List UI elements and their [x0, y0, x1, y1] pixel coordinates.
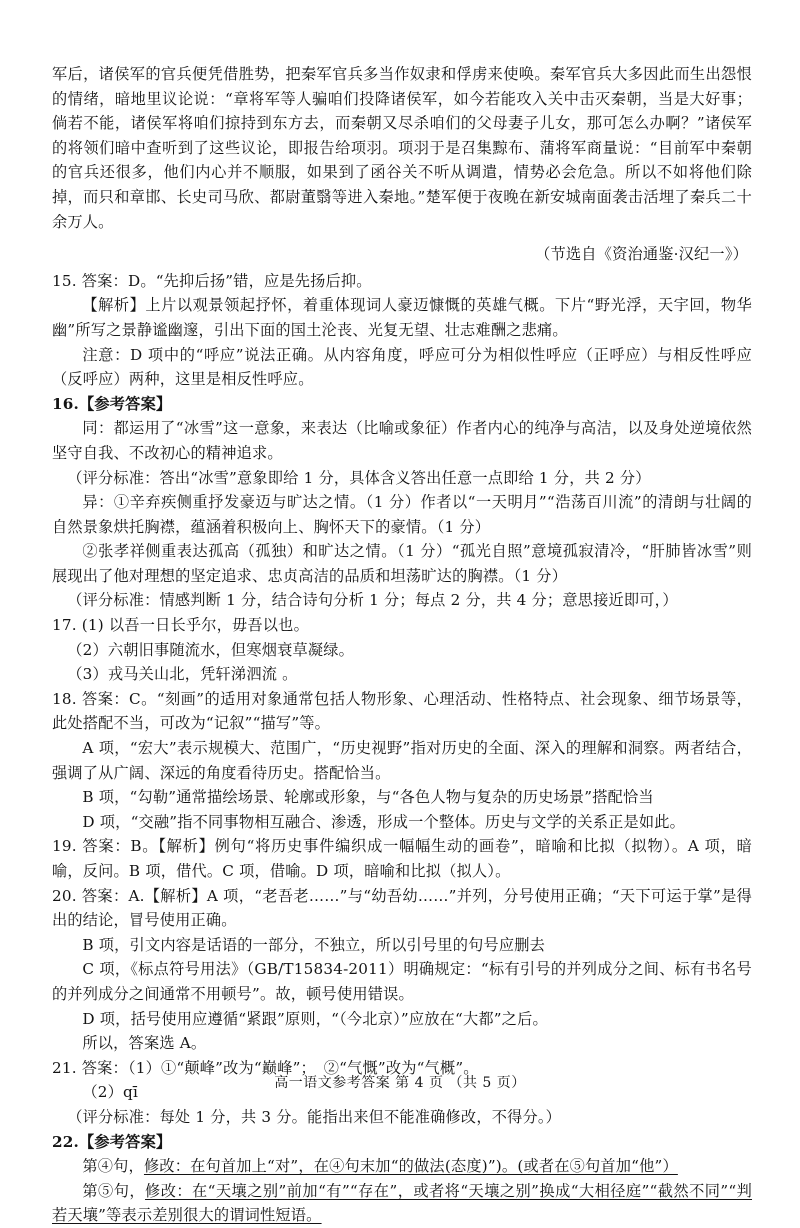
answer-page — [52, 62, 752, 1228]
q19-text: 19. 答案：B。【解析】例句“将历史事件编织成一幅幅生动的画卷”，暗喻和比拟（拟物）。A 项，暗喻，反问。B 项，借代。C 项，借喻。D 项，暗喻和比拟（拟人）。 — [52, 837, 752, 880]
q22-s5-fix: 修改：在“天壤之别”前加“有”“存在”，或者将“天壤之别”换成“大相径庭”“截然不同”“判若天壤”等表示差别很大的谓词性短语。 — [52, 1181, 753, 1225]
q15-note: 注意：D 项中的“呼应”说法正确。从内容角度，呼应可分为相似性呼应（正呼应）与相反性呼应（反呼应）两种，这里是相反性呼应。 — [52, 345, 752, 389]
q21-line-1: 21. 答案：（1）①“颠峰”改为“巅峰”； ②“气慨”改为“气概”。 — [52, 1058, 479, 1077]
passage-translation: 军后，诸侯军的官兵便凭借胜势，把秦军官兵多当作奴隶和俘虏来使唤。秦军官兵大多因此而生出怨恨的情绪，暗地里议论说：“章将军等人骗咱们投降诸侯军，如今若能攻入关中击灭秦朝，当是大好事；倘若不能，诸侯军将咱们掠持到东方去，而秦朝又尽杀咱们的父母妻子儿女，那可怎么办啊？”诸侯军的将领们暗中查听到了这些议论，即报告给项羽。项羽于是召集黥布、蒲将军商量说：“目前军中秦朝的官兵还很多，他们内心并不顺服，如果到了函谷关不听从调遣，情势必会危急。所以不如将他们除掉，而只和章邯、长史司马欣、都尉董翳等进入秦地。”楚军便于夜晚在新安城南面袭击活埋了秦兵二十余万人。 — [52, 65, 752, 231]
q22-s4-label: 第④句， — [82, 1157, 144, 1176]
q16-heading: 16.【参考答案】 — [52, 394, 172, 413]
page-footer: 高一语文参考答案 第 4 页 （共 5 页） — [274, 1075, 526, 1091]
question-22 — [52, 1130, 752, 1228]
q15-answer: 15. 答案：D。“先抑后扬”错，应是先扬后抑。 — [52, 271, 372, 290]
question-15 — [52, 269, 752, 392]
q22-sentence-4 — [52, 1154, 752, 1179]
q16-diff-1: 异：①辛弃疾侧重抒发豪迈与旷达之情。（1 分）作者以“一天明月”“浩荡百川流”的清朗与壮阔的自然景象烘托胸襟，蕴涵着积极向上、胸怀天下的豪情。（1 分） — [52, 493, 752, 536]
q17-line-3: （3）戎马关山北，凭轩涕泗流 。 — [67, 665, 298, 684]
question-18 — [52, 687, 752, 835]
question-21 — [52, 1056, 752, 1130]
q22-heading: 22.【参考答案】 — [52, 1132, 172, 1151]
q16-score-1: （评分标准：答出“冰雪”意象即给 1 分，具体含义答出任意一点即给 1 分，共 2 分） — [67, 468, 651, 487]
q20-option-c: C 项，《标点符号用法》（GB/T15834-2011）明确规定：“标有引号的并列成分之间、标有书名号的并列成分之间通常不用顿号”。故，顿号使用错误。 — [52, 960, 752, 1003]
question-20 — [52, 884, 752, 1056]
q22-sentence-5 — [52, 1179, 752, 1228]
passage-source: （节选自《资治通鉴·汉纪一》） — [535, 245, 748, 264]
q18-answer: 18. 答案：C。“刻画”的适用对象通常包括人物形象、心理活动、性格特点、社会现象、细节场景等，此处搭配不当，可改为“记叙”“描写”等。 — [52, 689, 752, 733]
q21-score: （评分标准：每处 1 分，共 3 分。能指出来但不能准确修改，不得分。） — [67, 1107, 562, 1126]
q15-analysis: 【解析】上片以观景领起抒怀，着重体现词人豪迈慷慨的英雄气概。下片“野光浮，天宇回，物华幽”所写之景静谧幽邃，引出下面的国土沦丧、光复无望、壮志难酬之悲痛。 — [52, 296, 752, 339]
q16-score-2: （评分标准：情感判断 1 分，结合诗句分析 1 分；每点 2 分，共 4 分；意思接近即可，） — [67, 591, 678, 610]
q16-same: 同：都运用了“冰雪”这一意象，来表达（比喻或象征）作者内心的纯净与高洁，以及身处逆境依然坚守自我、不改初心的精神追求。 — [52, 419, 752, 462]
q16-diff-2: ②张孝祥侧重表达孤高（孤独）和旷达之情。（1 分）“孤光自照”意境孤寂清冷，“肝肺皆冰雪”则展现出了他对理想的坚定追求、忠贞高洁的品质和坦荡旷达的胸襟。（1 分） — [52, 542, 752, 585]
q22-s4-fix: 修改：在句首加上“对”，在④句末加“的做法(态度)”)。(或者在⑤句首加“他”） — [143, 1157, 678, 1176]
q18-option-a: A 项，“宏大”表示规模大、范围广，“历史视野”指对历史的全面、深入的理解和洞察。两者结合，强调了从广阔、深远的角度看待历史。搭配恰当。 — [52, 739, 752, 782]
q20-option-d: D 项，括号使用应遵循“紧跟”原则，“（今北京）”应放在“大都”之后。 — [82, 1009, 548, 1028]
q20-option-a: 20. 答案：A.【解析】A 项，“老吾老……”与“幼吾幼……”并列，分号使用正确；“天下可运于掌”是得出的结论，冒号使用正确。 — [52, 886, 752, 930]
question-17 — [52, 613, 752, 687]
q20-option-b: B 项，引文内容是话语的一部分，不独立，所以引号里的句号应删去 — [82, 935, 546, 954]
q18-option-b: B 项，“勾勒”通常描绘场景、轮廓或形象，与“各色人物与复杂的历史场景”搭配恰当 — [82, 788, 654, 807]
question-16 — [52, 392, 752, 613]
q17-line-2: （2）六朝旧事随流水，但寒烟衰草凝绿。 — [67, 640, 355, 659]
q18-option-d: D 项，“交融”指不同事物相互融合、渗透，形成一个整体。历史与文学的关系正是如此。 — [82, 812, 686, 831]
q17-line-1: 17. (1) 以吾一日长乎尔，毋吾以也。 — [52, 616, 309, 635]
question-19 — [52, 834, 752, 883]
q22-s5-label: 第⑤句， — [82, 1181, 146, 1200]
q20-conclusion: 所以，答案选 A。 — [82, 1034, 207, 1053]
q21-line-2: （2）qī — [82, 1083, 139, 1102]
